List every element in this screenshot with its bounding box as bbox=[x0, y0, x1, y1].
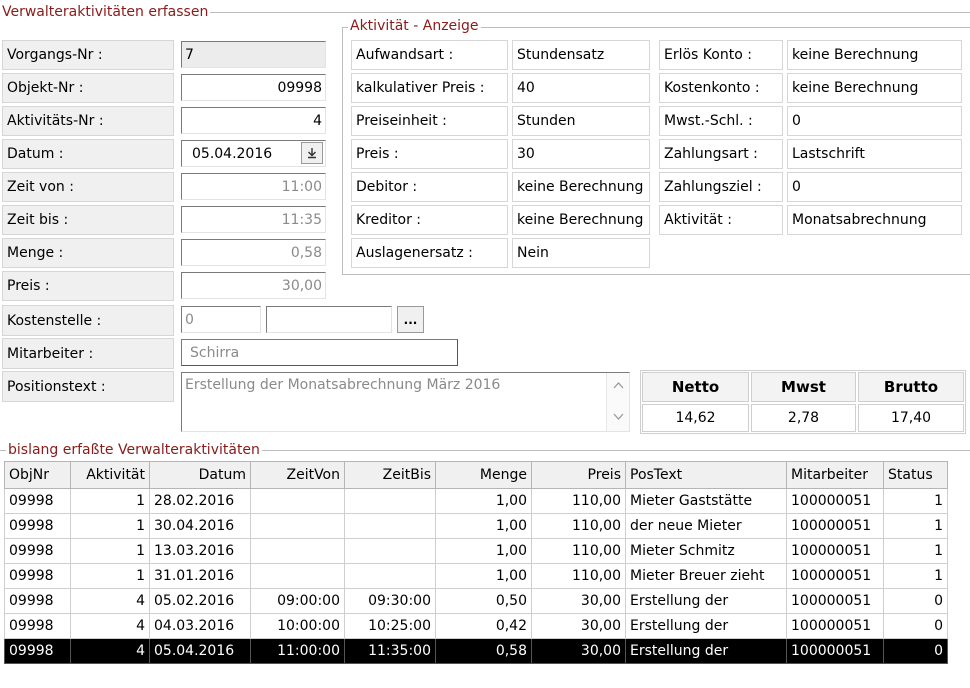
cell-objnr: 09998 bbox=[5, 639, 71, 664]
debitor-label: Debitor : bbox=[351, 172, 508, 202]
col-zeitvon[interactable]: ZeitVon bbox=[251, 462, 345, 489]
aktivitaet-nr-label: Aktivitäts-Nr : bbox=[2, 106, 174, 136]
mitarbeiter-field[interactable]: Schirra bbox=[181, 339, 458, 366]
col-datum[interactable]: Datum bbox=[150, 462, 251, 489]
cell-menge: 0,50 bbox=[436, 589, 532, 614]
cell-postext: der neue Mieter bbox=[626, 514, 787, 539]
cell-zeitvon bbox=[251, 489, 345, 514]
cell-datum: 04.03.2016 bbox=[150, 614, 251, 639]
aufwandsart-label: Aufwandsart : bbox=[351, 40, 508, 70]
table-row[interactable] bbox=[5, 514, 948, 539]
aufwandsart-value: Stundensatz bbox=[512, 40, 650, 70]
anzeige-aktivitaet-value: Monatsabrechnung bbox=[787, 205, 962, 235]
download-arrow-icon bbox=[306, 147, 318, 159]
cell-status: 0 bbox=[884, 639, 948, 664]
cell-objnr: 09998 bbox=[5, 589, 71, 614]
vorgang-field[interactable]: 7 bbox=[181, 41, 326, 68]
kostenstelle-field[interactable]: 0 bbox=[181, 306, 261, 333]
cell-postext: Mieter Schmitz bbox=[626, 539, 787, 564]
mitarbeiter-label: Mitarbeiter : bbox=[2, 338, 174, 369]
cell-postext: Erstellung der bbox=[626, 614, 787, 639]
zeit-bis-field[interactable]: 11:35 bbox=[181, 206, 326, 233]
netto-header: Netto bbox=[642, 372, 749, 402]
mwst-value: 2,78 bbox=[751, 404, 856, 432]
kostenkonto-value: keine Berechnung bbox=[787, 73, 962, 103]
zahlungsart-label: Zahlungsart : bbox=[659, 139, 783, 169]
datum-value: 05.04.2016 bbox=[192, 145, 273, 162]
cell-mitarbeiter: 100000051 bbox=[787, 489, 884, 514]
cell-zeitvon bbox=[251, 564, 345, 589]
kreditor-label: Kreditor : bbox=[351, 205, 508, 235]
col-postext[interactable]: PosText bbox=[626, 462, 787, 489]
cell-preis: 110,00 bbox=[532, 514, 626, 539]
mwst-schl-label: Mwst.-Schl. : bbox=[659, 106, 783, 136]
table-row[interactable] bbox=[5, 489, 948, 514]
cell-postext: Erstellung der bbox=[626, 639, 787, 664]
cell-menge: 1,00 bbox=[436, 489, 532, 514]
cell-menge: 1,00 bbox=[436, 514, 532, 539]
cell-aktivitaet: 4 bbox=[71, 589, 150, 614]
positionstext-value: Erstellung der Monatsabrechnung März 2016 bbox=[185, 377, 501, 393]
zahlungsziel-value: 0 bbox=[787, 172, 962, 202]
cell-status: 1 bbox=[884, 564, 948, 589]
cell-preis: 30,00 bbox=[532, 639, 626, 664]
col-aktivitaet[interactable]: Aktivität bbox=[71, 462, 150, 489]
cell-preis: 110,00 bbox=[532, 564, 626, 589]
cell-zeitvon: 09:00:00 bbox=[251, 589, 345, 614]
preis-field[interactable]: 30,00 bbox=[181, 272, 326, 299]
chevron-up-icon[interactable] bbox=[613, 381, 624, 389]
cell-aktivitaet: 1 bbox=[71, 489, 150, 514]
cell-aktivitaet: 4 bbox=[71, 639, 150, 664]
preiseinheit-label: Preiseinheit : bbox=[351, 106, 508, 136]
form-group-legend: Verwalteraktivitäten erfassen bbox=[2, 4, 209, 20]
auslagenersatz-value: Nein bbox=[512, 238, 650, 268]
cell-menge: 0,58 bbox=[436, 639, 532, 664]
table-row[interactable] bbox=[5, 614, 948, 639]
cell-menge: 1,00 bbox=[436, 539, 532, 564]
cell-mitarbeiter: 100000051 bbox=[787, 539, 884, 564]
cell-datum: 13.03.2016 bbox=[150, 539, 251, 564]
kalk-preis-label: kalkulativer Preis : bbox=[351, 73, 508, 103]
anzeige-aktivitaet-label: Aktivität : bbox=[659, 205, 783, 235]
netto-value: 14,62 bbox=[642, 404, 749, 432]
cell-zeitbis: 09:30:00 bbox=[345, 589, 436, 614]
brutto-header: Brutto bbox=[858, 372, 964, 402]
cell-zeitbis bbox=[345, 564, 436, 589]
kostenstelle-browse-button[interactable]: ... bbox=[397, 306, 424, 333]
mwst-header: Mwst bbox=[751, 372, 856, 402]
cell-mitarbeiter: 100000051 bbox=[787, 514, 884, 539]
cell-datum: 31.01.2016 bbox=[150, 564, 251, 589]
col-status[interactable]: Status bbox=[884, 462, 948, 489]
anzeige-group-legend: Aktivität - Anzeige bbox=[350, 18, 479, 34]
zahlungsart-value: Lastschrift bbox=[787, 139, 962, 169]
menge-field[interactable]: 0,58 bbox=[181, 239, 326, 266]
positionstext-field[interactable] bbox=[181, 372, 630, 432]
positionstext-scrollbar[interactable] bbox=[606, 373, 629, 431]
cell-mitarbeiter: 100000051 bbox=[787, 564, 884, 589]
kostenstelle-label: Kostenstelle : bbox=[2, 305, 174, 336]
table-row[interactable] bbox=[5, 564, 948, 589]
preiseinheit-value: Stunden bbox=[512, 106, 650, 136]
kostenstelle-name-field[interactable] bbox=[266, 306, 392, 333]
cell-status: 1 bbox=[884, 539, 948, 564]
cell-preis: 110,00 bbox=[532, 539, 626, 564]
erloes-konto-label: Erlös Konto : bbox=[659, 40, 783, 70]
cell-datum: 05.04.2016 bbox=[150, 639, 251, 664]
mwst-schl-value: 0 bbox=[787, 106, 962, 136]
cell-mitarbeiter: 100000051 bbox=[787, 614, 884, 639]
zeit-von-label: Zeit von : bbox=[2, 172, 174, 202]
cell-zeitbis bbox=[345, 539, 436, 564]
col-menge[interactable]: Menge bbox=[436, 462, 532, 489]
cell-status: 0 bbox=[884, 614, 948, 639]
col-objnr[interactable]: ObjNr bbox=[5, 462, 71, 489]
list-group-legend: bislang erfaßte Verwalteraktivitäten bbox=[8, 442, 260, 458]
cell-preis: 30,00 bbox=[532, 589, 626, 614]
erloes-konto-value: keine Berechnung bbox=[787, 40, 962, 70]
datum-dropdown-button[interactable] bbox=[301, 142, 323, 164]
kalk-preis-value: 40 bbox=[512, 73, 650, 103]
cell-postext: Mieter Breuer zieht bbox=[626, 564, 787, 589]
cell-preis: 110,00 bbox=[532, 489, 626, 514]
cell-zeitvon bbox=[251, 539, 345, 564]
cell-aktivitaet: 1 bbox=[71, 514, 150, 539]
preis-label: Preis : bbox=[2, 271, 174, 301]
table-row[interactable] bbox=[5, 539, 948, 564]
cell-objnr: 09998 bbox=[5, 564, 71, 589]
cell-aktivitaet: 1 bbox=[71, 539, 150, 564]
cell-aktivitaet: 4 bbox=[71, 614, 150, 639]
vorgang-label: Vorgangs-Nr : bbox=[2, 40, 174, 70]
cell-aktivitaet: 1 bbox=[71, 564, 150, 589]
cell-objnr: 09998 bbox=[5, 514, 71, 539]
cell-objnr: 09998 bbox=[5, 614, 71, 639]
chevron-down-icon[interactable] bbox=[613, 413, 624, 421]
cell-datum: 30.04.2016 bbox=[150, 514, 251, 539]
objekt-field[interactable]: 09998 bbox=[181, 74, 326, 101]
zahlungsziel-label: Zahlungsziel : bbox=[659, 172, 783, 202]
zeit-von-field[interactable]: 11:00 bbox=[181, 173, 326, 200]
cell-menge: 1,00 bbox=[436, 564, 532, 589]
cell-objnr: 09998 bbox=[5, 539, 71, 564]
zeit-bis-label: Zeit bis : bbox=[2, 205, 174, 235]
cell-datum: 05.02.2016 bbox=[150, 589, 251, 614]
cell-zeitvon bbox=[251, 514, 345, 539]
cell-postext: Mieter Gaststätte bbox=[626, 489, 787, 514]
table-header-row bbox=[5, 462, 948, 489]
positionstext-label: Positionstext : bbox=[2, 371, 174, 402]
brutto-value: 17,40 bbox=[858, 404, 964, 432]
cell-datum: 28.02.2016 bbox=[150, 489, 251, 514]
col-mitarbeiter[interactable]: Mitarbeiter bbox=[787, 462, 884, 489]
activities-table[interactable] bbox=[4, 461, 948, 664]
table-row-selected[interactable] bbox=[5, 639, 948, 664]
cell-zeitbis bbox=[345, 514, 436, 539]
cell-zeitbis bbox=[345, 489, 436, 514]
cell-zeitbis: 10:25:00 bbox=[345, 614, 436, 639]
cell-menge: 0,42 bbox=[436, 614, 532, 639]
cell-zeitbis: 11:35:00 bbox=[345, 639, 436, 664]
menge-label: Menge : bbox=[2, 238, 174, 268]
col-preis[interactable]: Preis bbox=[532, 462, 626, 489]
cell-status: 0 bbox=[884, 589, 948, 614]
debitor-value: keine Berechnung bbox=[512, 172, 650, 202]
cell-status: 1 bbox=[884, 514, 948, 539]
objekt-label: Objekt-Nr : bbox=[2, 73, 174, 103]
cell-preis: 30,00 bbox=[532, 614, 626, 639]
cell-zeitvon: 11:00:00 bbox=[251, 639, 345, 664]
kreditor-value: keine Berechnung bbox=[512, 205, 650, 235]
cell-postext: Erstellung der bbox=[626, 589, 787, 614]
cell-mitarbeiter: 100000051 bbox=[787, 639, 884, 664]
table-body bbox=[5, 489, 948, 664]
datum-label: Datum : bbox=[2, 139, 174, 169]
aktivitaet-nr-field[interactable]: 4 bbox=[181, 107, 326, 134]
cell-status: 1 bbox=[884, 489, 948, 514]
cell-mitarbeiter: 100000051 bbox=[787, 589, 884, 614]
cell-zeitvon: 10:00:00 bbox=[251, 614, 345, 639]
col-zeitbis[interactable]: ZeitBis bbox=[345, 462, 436, 489]
table-row[interactable] bbox=[5, 589, 948, 614]
kostenkonto-label: Kostenkonto : bbox=[659, 73, 783, 103]
anzeige-preis-value: 30 bbox=[512, 139, 650, 169]
auslagenersatz-label: Auslagenersatz : bbox=[351, 238, 508, 268]
anzeige-preis-label: Preis : bbox=[351, 139, 508, 169]
cell-objnr: 09998 bbox=[5, 489, 71, 514]
